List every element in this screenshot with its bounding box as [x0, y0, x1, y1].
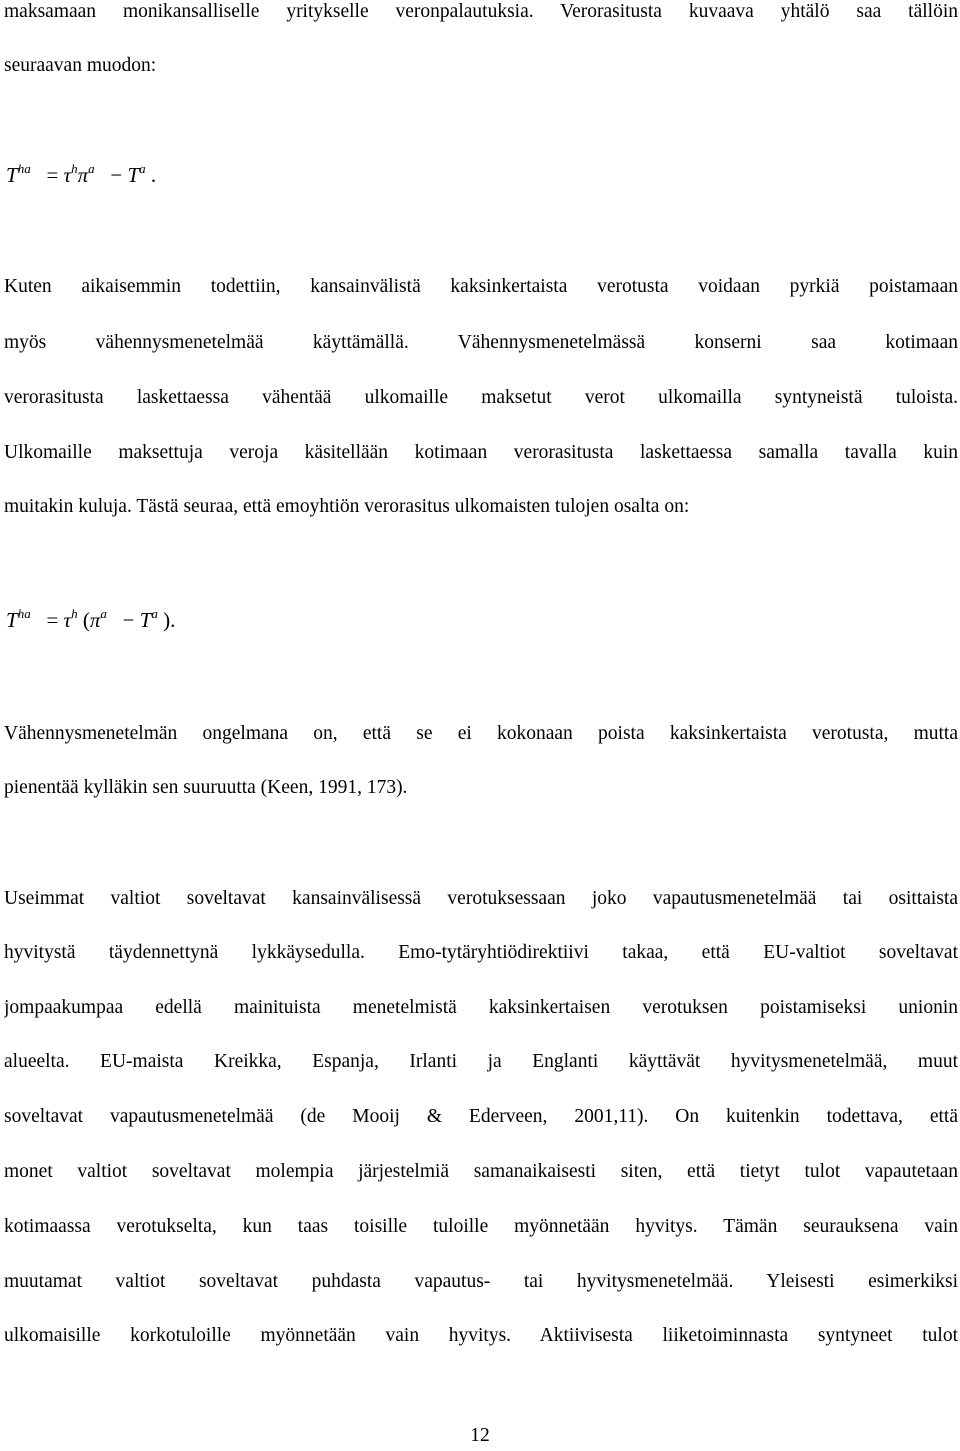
eq1-sup-h: h: [71, 161, 78, 176]
eq1-minus: −: [110, 163, 123, 187]
para4-line-4: alueelta. EU-maista Kreikka, Espanja, Irlanti ja Englanti käyttävät hyvitysmenetelmää, muut: [4, 1051, 958, 1072]
eq1-period: .: [150, 163, 157, 187]
para4-line-9: ulkomaisille korkotuloille myönnetään vain hyvitys. Aktiivisesta liiketoiminnasta syntyneet tulot: [4, 1325, 958, 1346]
para2-line-2: myös vähennysmenetelmää käyttämällä. Vähennysmenetelmässä konserni saa kotimaan: [4, 332, 958, 353]
para4-line-3: jompaakumpaa edellä mainituista menetelmistä kaksinkertaisen verotuksen poistamiseksi unionin: [4, 997, 958, 1018]
eq1-sup-a1: a: [88, 161, 95, 176]
para4-line-8: muutamat valtiot soveltavat puhdasta vapautus- tai hyvitysmenetelmää. Yleisesti esimerkiksi: [4, 1271, 958, 1292]
equation-2: [6, 603, 175, 637]
eq2-lparen: (: [82, 608, 90, 632]
eq1-sup-a2: a: [139, 161, 146, 176]
para4-line-7: kotimaassa verotukselta, kun taas toisille tuloille myönnetään hyvitys. Tämän seurauksena vain: [4, 1216, 958, 1237]
para4-line-2: hyvitystä täydennettynä lykkäysedulla. Emo-tytäryhtiödirektiivi takaa, että EU-valtiot soveltavat: [4, 942, 958, 963]
eq2-sup-a1: a: [100, 606, 107, 621]
para2-line-5: muitakin kuluja. Tästä seuraa, että emoyhtiön verorasitus ulkomaisten tulojen osalta on:: [4, 496, 690, 517]
para3-line-2: pienentää kylläkin sen suuruutta (Keen, 1991, 173).: [4, 777, 408, 798]
para4-line-6: monet valtiot soveltavat molempia järjestelmiä samanaikaisesti siten, että tietyt tulot vapautetaan: [4, 1161, 958, 1182]
equation-1: [6, 158, 156, 192]
para4-line-5: soveltavat vapautusmenetelmää (de Mooij & Ederveen, 2001,11). On kuitenkin todettava, että: [4, 1106, 958, 1127]
eq2-pi: π: [89, 608, 101, 632]
eq2-period: .: [170, 608, 176, 632]
eq2-T2: T: [139, 608, 152, 632]
para3-line-1: Vähennysmenetelmän ongelmana on, että se ei kokonaan poista kaksinkertaista verotusta, mutta: [4, 723, 958, 744]
para2-line-1: Kuten aikaisemmin todettiin, kansainvälistä kaksinkertaista verotusta voidaan pyrkiä poistamaan: [4, 276, 958, 297]
page-number: 12: [470, 1425, 490, 1446]
eq2-rparen: ): [163, 608, 171, 632]
para1-line-1: maksamaan monikansalliselle yritykselle veronpalautuksia. Verorasitusta kuvaava yhtälö saa tällöin: [4, 1, 958, 22]
eq1-T: T: [6, 163, 18, 187]
eq2-tau: τ: [63, 608, 72, 632]
para2-line-4: Ulkomaille maksettuja veroja käsitellään kotimaan verorasitusta laskettaessa samalla tavalla kuin: [4, 442, 958, 463]
eq2-equals: =: [46, 608, 59, 632]
eq2-sup-a2: a: [151, 606, 158, 621]
para2-line-3: verorasitusta laskettaessa vähentää ulkomaille maksetut verot ulkomailla syntyneistä tuloista.: [4, 387, 958, 408]
eq1-tau: τ: [63, 163, 72, 187]
eq1-T2: T: [127, 163, 140, 187]
eq1-pi: π: [77, 163, 89, 187]
eq2-minus: −: [122, 608, 135, 632]
para1-line-2: seuraavan muodon:: [4, 55, 157, 76]
eq1-sup-ha: ha: [17, 161, 31, 176]
eq2-sup-ha: ha: [17, 606, 31, 621]
eq1-equals: =: [46, 163, 59, 187]
eq2-T: T: [6, 608, 18, 632]
eq2-sup-h: h: [71, 606, 78, 621]
para4-line-1: Useimmat valtiot soveltavat kansainvälisessä verotuksessaan joko vapautusmenetelmää tai osittaista: [4, 888, 958, 909]
